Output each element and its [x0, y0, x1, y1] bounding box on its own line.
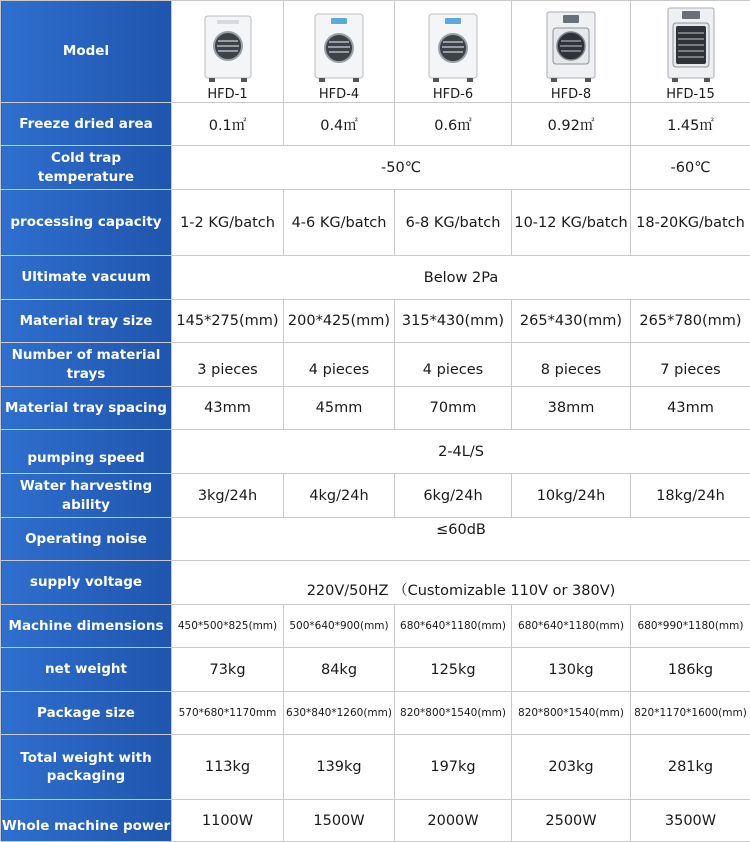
- model-name: HFD-1: [172, 87, 283, 102]
- model-name: HFD-4: [284, 87, 394, 102]
- label-tray-count: Number of material trays: [1, 343, 172, 387]
- value-cell: 10-12 KG/batch: [512, 190, 631, 256]
- value-cell-merged: 2-4L/S: [172, 430, 750, 474]
- row-water-harvesting: [1, 474, 750, 518]
- value-cell: 43mm: [631, 387, 750, 430]
- value-cell: 6kg/24h: [395, 474, 512, 518]
- label-water-harvesting: Water harvesting ability: [1, 474, 172, 518]
- value-cell: 73kg: [172, 648, 284, 692]
- freeze-dryer-round-door-icon: [427, 12, 479, 84]
- value-cell: 145*275(mm): [172, 300, 284, 343]
- label-total-weight: Total weight with packaging: [1, 735, 172, 800]
- value-cell: 38mm: [512, 387, 631, 430]
- row-freeze-dried-area: [1, 103, 750, 146]
- value-cell: 680*640*1180(mm): [512, 605, 631, 648]
- value-cell: 125kg: [395, 648, 512, 692]
- value-cell: 680*640*1180(mm): [395, 605, 512, 648]
- value-cell: 6-8 KG/batch: [395, 190, 512, 256]
- label-ultimate-vacuum: Ultimate vacuum: [1, 256, 172, 300]
- row-machine-dimensions: [1, 605, 750, 648]
- value-cell: 186kg: [631, 648, 750, 692]
- label-cold-trap: Cold trap temperature: [1, 146, 172, 190]
- label-package-size: Package size: [1, 692, 172, 735]
- value-cell: 0.4㎡: [284, 103, 395, 146]
- label-model: Model: [1, 1, 172, 103]
- value-cell: 84kg: [284, 648, 395, 692]
- value-cell: 4kg/24h: [284, 474, 395, 518]
- value-cell: 139kg: [284, 735, 395, 800]
- model-name: HFD-8: [512, 87, 630, 102]
- row-model: [1, 1, 750, 103]
- model-hfd-6: [395, 1, 512, 103]
- value-cell-merged: ≤60dB: [172, 518, 750, 561]
- model-name: HFD-6: [395, 87, 511, 102]
- value-cell-merged: Below 2Pa: [172, 256, 750, 300]
- value-cell-merged: 220V/50HZ （Customizable 110V or 380V): [172, 561, 750, 605]
- value-cell: 203kg: [512, 735, 631, 800]
- model-hfd-8: [512, 1, 631, 103]
- value-cell: 4 pieces: [395, 343, 512, 387]
- value-cell: 820*800*1540(mm): [395, 692, 512, 735]
- value-cell: 7 pieces: [631, 343, 750, 387]
- label-machine-power: Whole machine power: [1, 800, 172, 842]
- model-hfd-1: [172, 1, 284, 103]
- value-cell: 0.1㎡: [172, 103, 284, 146]
- row-pumping-speed: [1, 430, 750, 474]
- value-cell: 1100W: [172, 800, 284, 842]
- value-cell: 130kg: [512, 648, 631, 692]
- value-cell: 10kg/24h: [512, 474, 631, 518]
- freeze-dryer-window-door-icon: [545, 10, 597, 84]
- row-processing-capacity: [1, 190, 750, 256]
- label-tray-size: Material tray size: [1, 300, 172, 343]
- freeze-dryer-round-door-icon: [203, 14, 253, 84]
- row-ultimate-vacuum: [1, 256, 750, 300]
- value-cell: 70mm: [395, 387, 512, 430]
- model-hfd-15: [631, 1, 750, 103]
- row-tray-spacing: [1, 387, 750, 430]
- value-cell: 0.92㎡: [512, 103, 631, 146]
- label-tray-spacing: Material tray spacing: [1, 387, 172, 430]
- row-cold-trap: [1, 146, 750, 190]
- value-cell: -60℃: [631, 146, 750, 190]
- row-tray-count: [1, 343, 750, 387]
- value-cell: 3500W: [631, 800, 750, 842]
- value-cell: 8 pieces: [512, 343, 631, 387]
- row-tray-size: [1, 300, 750, 343]
- value-cell: 820*1170*1600(mm): [631, 692, 750, 735]
- value-cell: 2500W: [512, 800, 631, 842]
- row-net-weight: [1, 648, 750, 692]
- value-cell: 570*680*1170mm: [172, 692, 284, 735]
- row-package-size: [1, 692, 750, 735]
- value-cell: 265*430(mm): [512, 300, 631, 343]
- value-cell: 630*840*1260(mm): [284, 692, 395, 735]
- value-cell-merged: -50℃: [172, 146, 631, 190]
- label-pumping-speed: pumping speed: [1, 430, 172, 474]
- value-cell: 281kg: [631, 735, 750, 800]
- value-cell: 4-6 KG/batch: [284, 190, 395, 256]
- label-supply-voltage: supply voltage: [1, 561, 172, 605]
- value-cell: 18kg/24h: [631, 474, 750, 518]
- row-operating-noise: [1, 518, 750, 561]
- freeze-dryer-window-door-icon: [666, 6, 716, 84]
- value-cell: 2000W: [395, 800, 512, 842]
- value-cell: 1500W: [284, 800, 395, 842]
- value-cell: 500*640*900(mm): [284, 605, 395, 648]
- freeze-dryer-round-door-icon: [313, 12, 365, 84]
- value-cell: 3kg/24h: [172, 474, 284, 518]
- model-name: HFD-15: [631, 87, 750, 102]
- value-cell: 315*430(mm): [395, 300, 512, 343]
- label-net-weight: net weight: [1, 648, 172, 692]
- value-cell: 200*425(mm): [284, 300, 395, 343]
- value-cell: 0.6㎡: [395, 103, 512, 146]
- value-cell: 3 pieces: [172, 343, 284, 387]
- value-cell: 450*500*825(mm): [172, 605, 284, 648]
- value-cell: 680*990*1180(mm): [631, 605, 750, 648]
- value-cell: 18-20KG/batch: [631, 190, 750, 256]
- label-processing-capacity: processing capacity: [1, 190, 172, 256]
- value-cell: 45mm: [284, 387, 395, 430]
- value-cell: 1-2 KG/batch: [172, 190, 284, 256]
- row-machine-power: [1, 800, 750, 842]
- label-freeze-dried-area: Freeze dried area: [1, 103, 172, 146]
- value-cell: 43mm: [172, 387, 284, 430]
- row-total-weight: [1, 735, 750, 800]
- value-cell: 820*800*1540(mm): [512, 692, 631, 735]
- value-cell: 265*780(mm): [631, 300, 750, 343]
- model-hfd-4: [284, 1, 395, 103]
- label-operating-noise: Operating noise: [1, 518, 172, 561]
- value-cell: 4 pieces: [284, 343, 395, 387]
- value-cell: 197kg: [395, 735, 512, 800]
- value-cell: 113kg: [172, 735, 284, 800]
- row-supply-voltage: [1, 561, 750, 605]
- value-cell: 1.45㎡: [631, 103, 750, 146]
- label-machine-dimensions: Machine dimensions: [1, 605, 172, 648]
